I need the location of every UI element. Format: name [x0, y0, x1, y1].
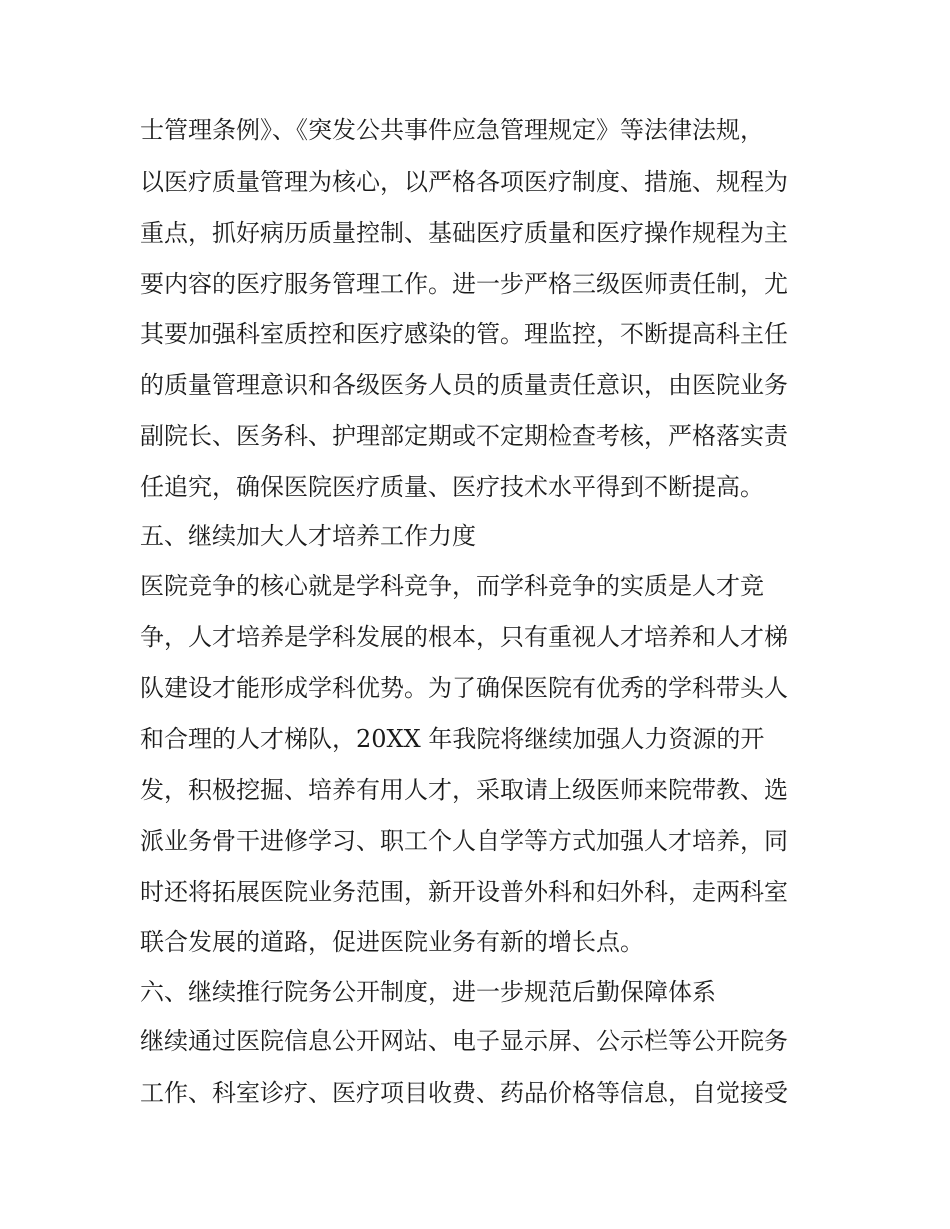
- body-text-line: 联合发展的道路，促进医院业务有新的增长点。: [140, 928, 644, 956]
- body-text-line: 派业务骨干进修学习、职工个人自学等方式加强人才培养，同: [140, 827, 788, 855]
- body-text-line: 要内容的医疗服务管理工作。进一步严格三级医师责任制，尤: [140, 270, 788, 298]
- body-text-line: 以医疗质量管理为核心，以严格各项医疗制度、措施、规程为: [140, 168, 788, 196]
- body-text-line: 工作、科室诊疗、医疗项目收费、药品价格等信息，自觉接受: [140, 1079, 788, 1107]
- body-text-line: 任追究，确保医院医疗质量、医疗技术水平得到不断提高。: [140, 473, 764, 501]
- body-text-line: 医院竞争的核心就是学科竞争，而学科竞争的实质是人才竞: [140, 572, 764, 600]
- body-text-line: 争，人才培养是学科发展的根本，只有重视人才培养和人才梯: [140, 623, 788, 651]
- body-text-line: 副院长、医务科、护理部定期或不定期检查考核，严格落实责: [140, 422, 788, 450]
- body-text-line: 重点，抓好病历质量控制、基础医疗质量和医疗操作规程为主: [140, 219, 788, 247]
- body-text-line: 队建设才能形成学科优势。为了确保医院有优秀的学科带头人: [140, 674, 788, 702]
- body-text-line: 的质量管理意识和各级医务人员的质量责任意识，由医院业务: [140, 371, 788, 399]
- body-text-line: 和合理的人才梯队，20XX 年我院将继续加强人力资源的开: [140, 725, 765, 753]
- body-text-line: 其要加强科室质控和医疗感染的管。理监控，不断提高科主任: [140, 320, 788, 348]
- body-text-line: 发，积极挖掘、培养有用人才，采取请上级医师来院带教、选: [140, 776, 788, 804]
- section-heading: 五、继续加大人才培养工作力度: [140, 522, 476, 550]
- body-text-line: 士管理条例》、《突发公共事件应急管理规定》等法律法规，: [140, 116, 764, 144]
- body-text-line: 继续通过医院信息公开网站、电子显示屏、公示栏等公开院务: [140, 1027, 788, 1055]
- section-heading: 六、继续推行院务公开制度，进一步规范后勤保障体系: [140, 978, 716, 1006]
- body-text-line: 时还将拓展医院业务范围，新开设普外科和妇外科，走两科室: [140, 878, 788, 906]
